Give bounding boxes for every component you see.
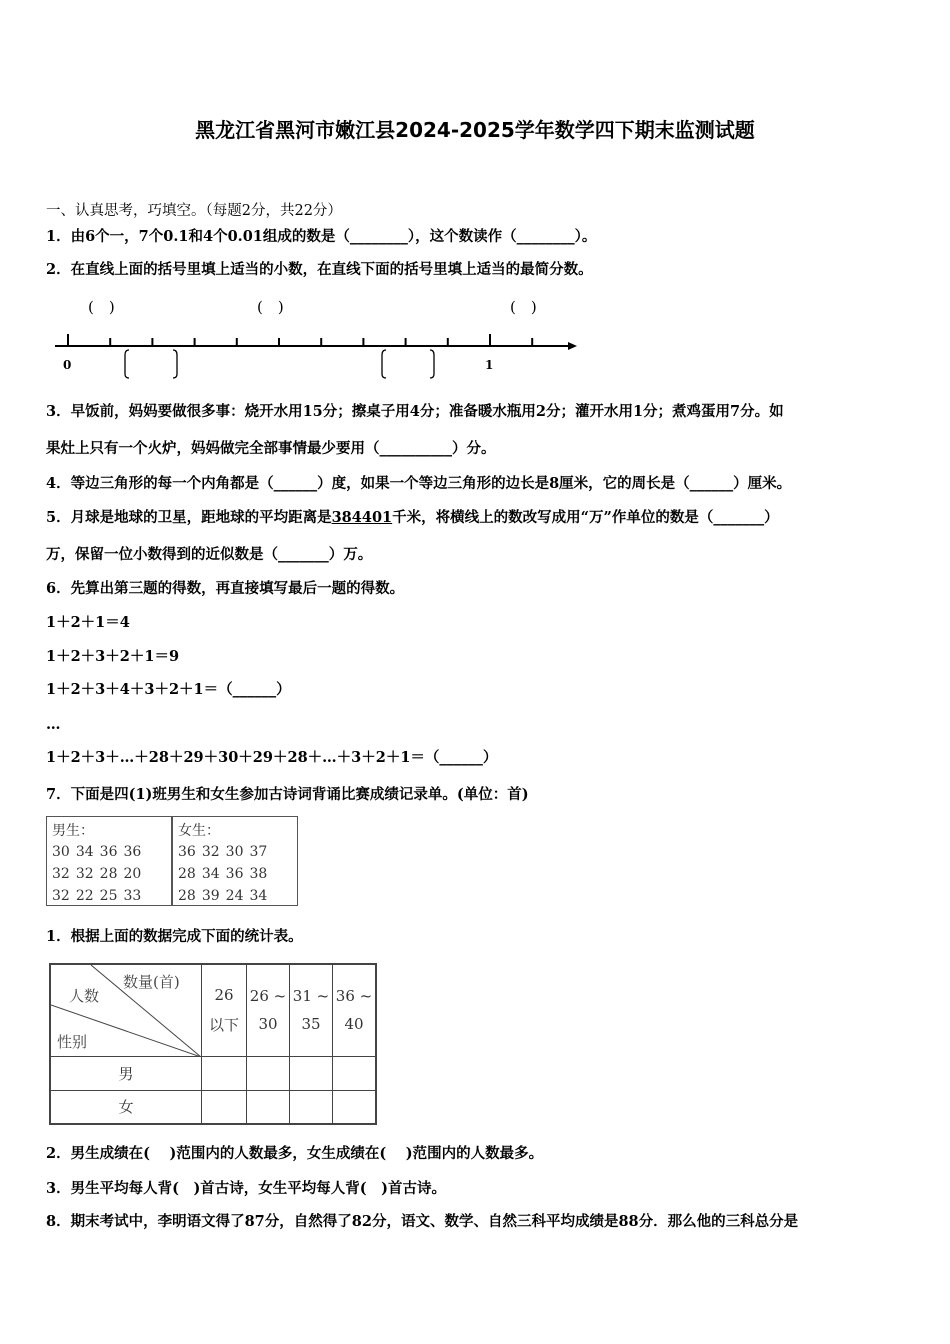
q6-line: 1＋2＋1＝4 <box>46 614 130 631</box>
score-cell: 36 <box>123 844 142 860</box>
score-cell: 36 <box>178 844 196 860</box>
col-header: 26 以下 <box>202 964 247 1056</box>
cell-input[interactable] <box>333 1056 377 1090</box>
lower-answer-bracket <box>382 350 434 378</box>
score-cell: 30 <box>52 844 70 860</box>
question-7-1: 1．根据上面的数据完成下面的统计表。 <box>46 928 303 945</box>
score-cell: 28 <box>99 866 118 882</box>
lower-answer-bracket <box>125 350 177 378</box>
q5-text: 5．月球是地球的卫星，距地球的平均距离是 <box>46 509 332 526</box>
cell-input[interactable] <box>247 1056 290 1090</box>
score-row <box>49 885 144 907</box>
score-cell: 25 <box>99 888 118 904</box>
score-row <box>49 841 144 863</box>
score-cell: 36 <box>99 844 118 860</box>
label-0: 0 <box>63 358 72 372</box>
cell-input[interactable] <box>290 1056 333 1090</box>
header-quantity: 数量(首) <box>123 973 180 991</box>
score-cell: 28 <box>178 866 196 882</box>
q6-line: 1＋2＋3＋2＋1＝9 <box>46 648 180 665</box>
upper-answer-bracket: ( ) <box>257 298 284 316</box>
question-8: 8．期末考试中，李明语文得了87分，自然得了82分，语文、数学、自然三科平均成绩是88分．那么他的三科总分是 <box>46 1213 799 1230</box>
score-cell: 32 <box>52 866 70 882</box>
score-cell: 32 <box>75 866 94 882</box>
score-cell: 22 <box>75 888 94 904</box>
cell-input[interactable] <box>202 1090 247 1124</box>
score-cell: 20 <box>123 866 142 882</box>
q6-line: … <box>46 716 61 733</box>
girls-scores <box>172 816 298 906</box>
score-cell: 34 <box>75 844 94 860</box>
score-cell: 24 <box>225 888 244 904</box>
q6-line: 1＋2＋3＋…＋28＋29＋30＋29＋28＋…＋3＋2＋1＝（______） <box>46 749 498 766</box>
header-gender: 性别 <box>57 1033 88 1051</box>
score-cell: 36 <box>225 866 244 882</box>
question-1: 1．由6个一，7个0.1和4个0.01组成的数是（________），这个数读作（________）。 <box>46 228 597 245</box>
score-cell: 37 <box>249 844 268 860</box>
number-line <box>0 290 600 390</box>
question-7-2: 2．男生成绩在( )范围内的人数最多，女生成绩在( )范围内的人数最多。 <box>46 1145 544 1162</box>
header-diagonal-cell <box>50 964 202 1056</box>
page-title: 黑龙江省黑河市嫩江县2024-2025学年数学四下期末监测试题 <box>195 118 755 142</box>
cell-input[interactable] <box>202 1056 247 1090</box>
cell-input[interactable] <box>333 1090 377 1124</box>
score-cell: 32 <box>52 888 70 904</box>
q5-text2: 千米，将横线上的数改写成用“万”作单位的数是（_______） <box>392 509 779 526</box>
score-cell: 34 <box>201 866 220 882</box>
boys-scores <box>46 816 172 906</box>
score-cell: 28 <box>178 888 196 904</box>
score-cell: 38 <box>249 866 268 882</box>
cell-input[interactable] <box>247 1090 290 1124</box>
upper-answer-bracket: ( ) <box>510 298 537 316</box>
question-5-line2: 万，保留一位小数得到的近似数是（_______）万。 <box>46 546 373 563</box>
score-cell: 39 <box>201 888 220 904</box>
row-label-girls: 女 <box>50 1090 202 1124</box>
score-row <box>175 863 270 885</box>
col-header: 26 ~ 30 <box>247 964 290 1056</box>
score-cell: 30 <box>225 844 244 860</box>
upper-answer-bracket: ( ) <box>88 298 115 316</box>
q6-line: 1＋2＋3＋4＋3＋2＋1＝（______） <box>46 681 291 698</box>
question-3-line1: 3．早饭前，妈妈要做很多事：烧开水用15分；擦桌子用4分；准备暖水瓶用2分；灌开水用1分；煮鸡蛋用7分。如 <box>46 403 784 420</box>
score-row <box>49 863 144 885</box>
question-2: 2．在直线上面的括号里填上适当的小数，在直线下面的括号里填上适当的最简分数。 <box>46 261 593 278</box>
score-cell: 34 <box>249 888 268 904</box>
label-1: 1 <box>485 358 494 372</box>
score-row <box>175 841 270 863</box>
question-4: 4．等边三角形的每一个内角都是（______）度，如果一个等边三角形的边长是8厘米，它的周长是（______）厘米。 <box>46 475 792 492</box>
header-people: 人数 <box>69 987 100 1005</box>
question-7-3: 3．男生平均每人背( )首古诗，女生平均每人背( )首古诗。 <box>46 1180 447 1197</box>
col-header: 31 ~ 35 <box>290 964 333 1056</box>
question-3-line2: 果灶上只有一个火炉，妈妈做完全部事情最少要用（__________）分。 <box>46 440 496 457</box>
cell-input[interactable] <box>290 1090 333 1124</box>
score-row <box>175 885 270 907</box>
row-label-boys: 男 <box>50 1056 202 1090</box>
question-5-line1 <box>46 509 779 527</box>
score-label: 男生： <box>52 823 94 839</box>
question-7: 7．下面是四(1)班男生和女生参加古诗词背诵比赛成绩记录单。(单位：首) <box>46 786 529 803</box>
score-cell: 32 <box>201 844 220 860</box>
section-heading: 一、认真思考，巧填空。（每题2分，共22分） <box>46 203 342 219</box>
question-6: 6．先算出第三题的得数，再直接填写最后一题的得数。 <box>46 580 405 597</box>
score-cell: 33 <box>123 888 142 904</box>
score-label: 女生： <box>178 823 220 839</box>
arrow-icon <box>568 342 577 350</box>
q5-distance: 384401 <box>331 509 393 526</box>
col-header: 36 ~ 40 <box>333 964 377 1056</box>
statistics-table <box>49 963 377 1125</box>
